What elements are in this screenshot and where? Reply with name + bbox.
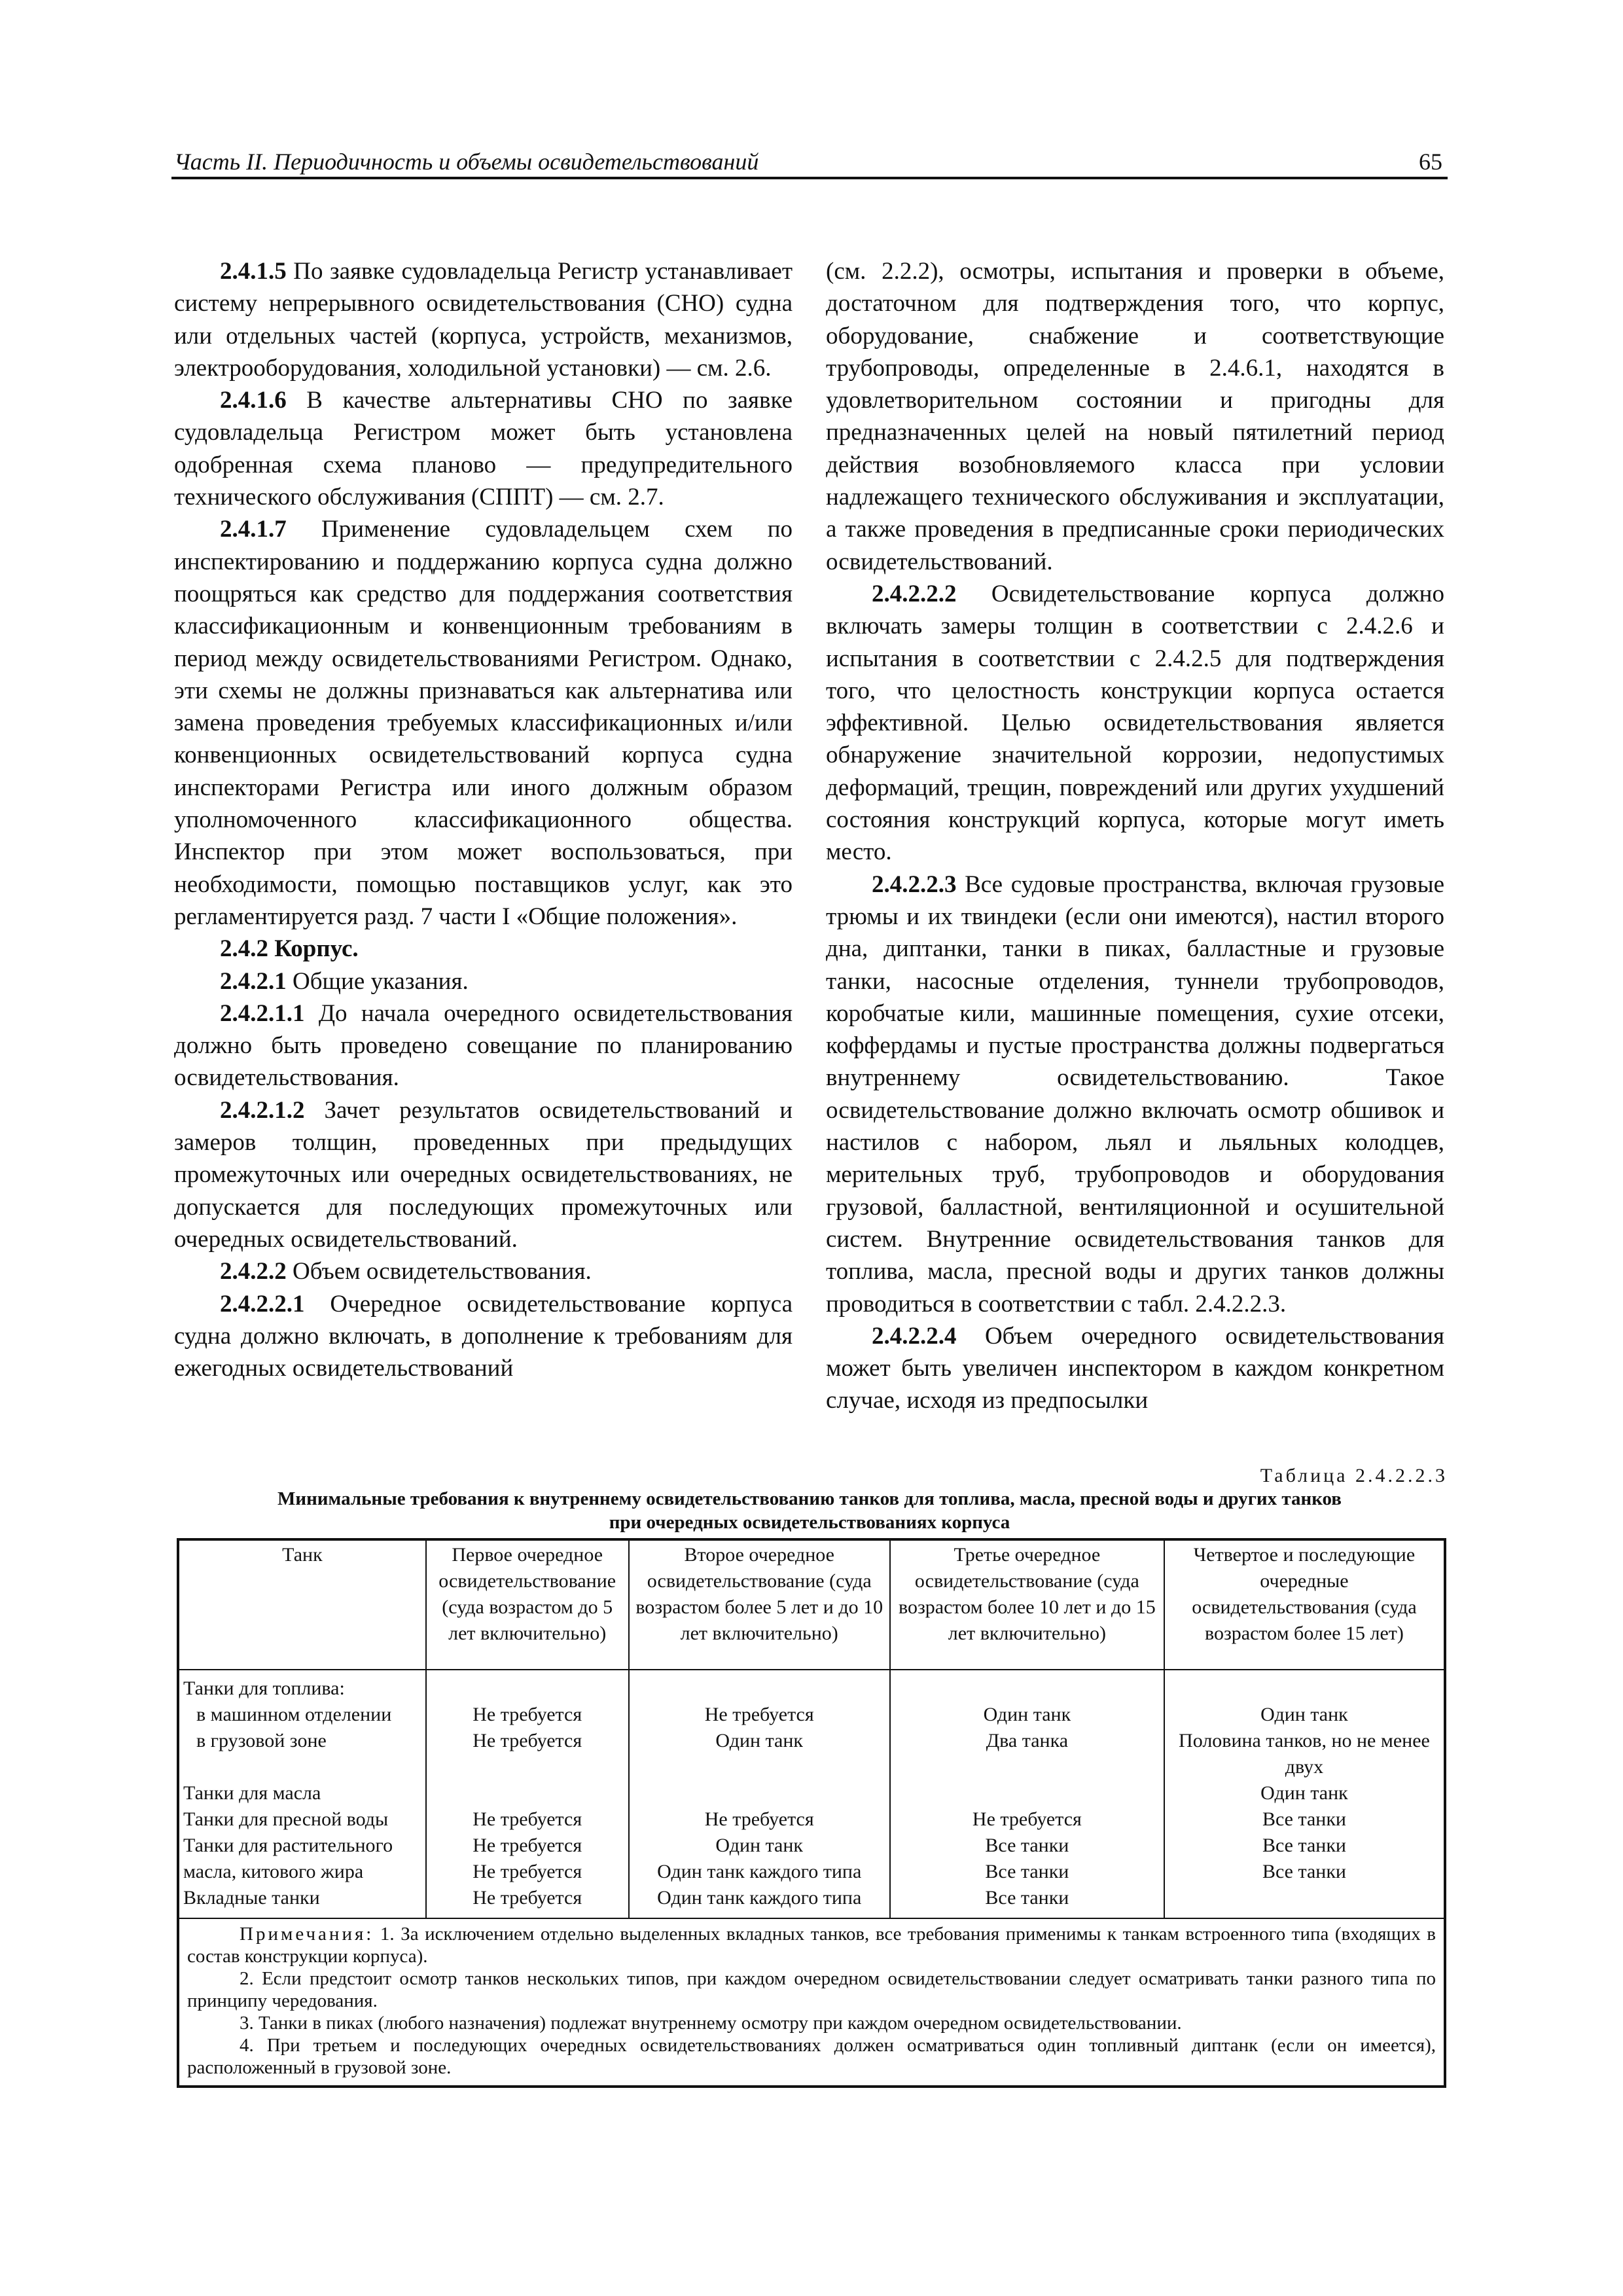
table-cell: Не требуется xyxy=(473,1861,582,1882)
table-cell: Один танк xyxy=(983,1704,1071,1725)
table-cell: Все танки xyxy=(985,1835,1069,1856)
left-column xyxy=(174,255,793,1384)
table-cell: Один танк каждого типа xyxy=(657,1861,862,1882)
paragraph: 2.4.1.6 В качестве альтернативы СНО по заявке судовладельца Регистром может быть установлена одобренная схема планово — предупредительного технического обслуживания (СППТ) — см. 2.7. xyxy=(174,387,793,511)
paragraph: 2.4.2.1.1 До начала очередного освидетельствования должно быть проведено совещание по планированию освидетельствования. xyxy=(174,999,793,1092)
paragraph: 2.4.2.2.2 Освидетельствование корпуса должно включать замеры толщин в соответствии с 2.4.2.6 и испытания в соответствии с 2.4.2.5 для подтверждения того, что целостность конструкции корпуса остается эффективной. Целью освидетельствования является обнаружение значительной коррозии, недопустимых деформаций, трещин, повреждений или других ухудшений состояния конструкций корпуса, которые могут иметь место. xyxy=(826,580,1444,866)
row-label: Танки для масла xyxy=(183,1782,321,1804)
table-cell: Один танк каждого типа xyxy=(657,1887,862,1909)
row-label: Танки для топлива: xyxy=(183,1677,345,1699)
column-header: Второе очередное освидетельствование (суда возрастом более 5 лет и до 10 лет включительно) xyxy=(629,1539,890,1670)
running-header xyxy=(171,143,1448,179)
note-item: 4. При третьем и последующих очередных освидетельствованиях должен осматриваться один топливный диптанк (если он имеется), расположенный в грузовой зоне. xyxy=(187,2035,1436,2078)
paragraph: 2.4.2.2.3 Все судовые пространства, включая грузовые трюмы и их твиндеки (если они имеются), настил второго дна, диптанки, танки в пиках, балластные и грузовые танки, насосные отделения, туннели трубопроводов, коробчатые кили, машинные помещения, сухие отсеки, коффердамы и пустые пространства должны подвергаться внутреннему освидетельствованию. Такое освидетельствование должно включать осмотр обшивок и настилов с набором, льял и льяльных колодцев, мерительных труб, трубопроводов и оборудования грузовой, балластной, вентиляционной и осушительной систем. Внутренние освидетельствования танков для топлива, масла, пресной воды и других танков должны проводиться в соответствии с табл. 2.4.2.2.3. xyxy=(826,870,1444,1318)
first-survey-cell xyxy=(426,1670,629,1918)
column-header: Четвертое и последующие очередные освидетельствования (суда возрастом более 15 лет) xyxy=(1164,1539,1445,1670)
table-cell: Один танк xyxy=(1260,1782,1348,1804)
header-title: Часть II. Периодичность и объемы освидетельствований xyxy=(174,149,759,175)
table-body xyxy=(178,1670,1445,1918)
fourth-survey-cell xyxy=(1164,1670,1445,1918)
notes-row xyxy=(178,1918,1445,2087)
table-cell: Не требуется xyxy=(473,1808,582,1830)
table-cell: Два танка xyxy=(986,1730,1069,1751)
column-header: Третье очередное освидетельствование (суда возрастом более 10 лет и до 15 лет включительно) xyxy=(890,1539,1164,1670)
row-label: Танки для пресной воды xyxy=(183,1808,389,1830)
table-cell: Все танки xyxy=(985,1861,1069,1882)
table-cell: Не требуется xyxy=(704,1808,814,1830)
table-cell: Не требуется xyxy=(972,1808,1082,1830)
table-caption-line: при очередных освидетельствованиях корпуса xyxy=(609,1512,1010,1533)
table-cell: Все танки xyxy=(1262,1861,1346,1882)
notes-label: Примечания: xyxy=(240,1924,374,1945)
table-notes xyxy=(178,1918,1445,2087)
table-cell: Один танк xyxy=(1260,1704,1348,1725)
row-label: Вкладные танки xyxy=(183,1887,320,1909)
tanks-table xyxy=(177,1538,1446,2088)
row-label-spacer xyxy=(183,1754,421,1780)
row-label: в машинном отделении xyxy=(196,1704,392,1725)
right-column xyxy=(826,255,1444,1417)
page-number: 65 xyxy=(1419,149,1442,175)
second-survey-cell xyxy=(629,1670,890,1918)
table-cell: Не требуется xyxy=(473,1704,582,1725)
paragraph: 2.4.2.1 Общие указания. xyxy=(220,967,469,995)
table-cell: Не требуется xyxy=(473,1887,582,1909)
table-caption-line: Минимальные требования к внутреннему освидетельствованию танков для топлива, масла, пресной воды и других танков xyxy=(277,1488,1342,1509)
note-item: 3. Танки в пиках (любого назначения) подлежат внутреннему осмотру при каждом очередном освидетельствовании. xyxy=(240,2013,1182,2034)
table-cell: Все танки xyxy=(1262,1835,1346,1856)
table-cell: Не требуется xyxy=(473,1730,582,1751)
paragraph: 2.4.2.1.2 Зачет результатов освидетельствований и замеров толщин, проведенных при предыдущих промежуточных или очередных освидетельствованиях, не допускается для последующих промежуточных или очередных освидетельствований. xyxy=(174,1096,793,1253)
table-label: Таблица 2.4.2.2.3 xyxy=(1260,1465,1448,1486)
paragraph: 2.4.1.7 Применение судовладельцем схем по инспектированию и поддержанию корпуса судна должно поощряться как средство для поддержания соответствия классификационным и конвенционным требованиям в период между освидетельствованиями Регистром. Однако, эти схемы не должны признаваться как альтернатива или замена проведения требуемых классификационных и/или конвенционных освидетельствований корпуса судна инспекторами Регистра или иного должным образом уполномоченного классификационного общества. Инспектор при этом может воспользоваться, при необходимости, помощью поставщиков услуг, как это регламентируется разд. 7 части I «Общие положения». xyxy=(174,516,793,930)
table-cell: Все танки xyxy=(1262,1808,1346,1830)
paragraph: (см. 2.2.2), осмотры, испытания и проверки в объеме, достаточном для подтверждения того, что корпус, оборудование, снабжение и соответствующие трубопроводы, определенные в 2.4.6.1, находятся в удовлетворительном состоянии и пригодны для предназначенных целей на новый пятилетний период действия возобновляемого класса при условии надлежащего технического обслуживания и эксплуатации, а также проведения в предписанные сроки периодических освидетельствований. xyxy=(826,258,1444,575)
column-header: Первое очередное освидетельствование (суда возрастом до 5 лет включительно) xyxy=(426,1539,629,1670)
row-labels-cell xyxy=(178,1670,426,1918)
paragraph: 2.4.1.5 По заявке судовладельца Регистр устанавливает систему непрерывного освидетельствования (СНО) судна или отдельных частей (корпуса, устройств, механизмов, электрооборудования, холодильной установки) — см. 2.6. xyxy=(174,258,793,382)
note-item: 2. Если предстоит осмотр танков нескольких типов, при каждом очередном освидетельствовании следует осматривать танки разного типа по принципу чередования. xyxy=(187,1968,1436,2011)
paragraph: 2.4.2.2 Объем освидетельствования. xyxy=(220,1258,592,1285)
third-survey-cell xyxy=(890,1670,1164,1918)
table-cell: Не требуется xyxy=(704,1704,814,1725)
row-label: в грузовой зоне xyxy=(196,1730,327,1751)
table-cell: Один танк xyxy=(715,1730,803,1751)
table-cell: Все танки xyxy=(985,1887,1069,1909)
table-caption xyxy=(171,1487,1448,1534)
section-heading: 2.4.2 Корпус. xyxy=(220,935,359,963)
table-header-row xyxy=(178,1539,1445,1670)
table-cell: Не требуется xyxy=(473,1835,582,1856)
paragraph: 2.4.2.2.4 Объем очередного освидетельствования может быть увеличен инспектором в каждом конкретном случае, исходя из предпосылки xyxy=(826,1322,1444,1414)
row-label: Танки для растительного масла, китового жира xyxy=(183,1835,393,1882)
table-cell: Половина танков, но не менее двух xyxy=(1179,1730,1430,1778)
table-cell: Один танк xyxy=(715,1835,803,1856)
note-item: Примечания: 1. За исключением отдельно выделенных вкладных танков, все требования применимы к танкам встроенного типа (входящих в состав конструкции корпуса). xyxy=(187,1924,1436,1967)
column-header: Танк xyxy=(178,1539,426,1670)
paragraph: 2.4.2.2.1 Очередное освидетельствование корпуса судна должно включать, в дополнение к требованиям для ежегодных освидетельствований xyxy=(174,1290,793,1382)
